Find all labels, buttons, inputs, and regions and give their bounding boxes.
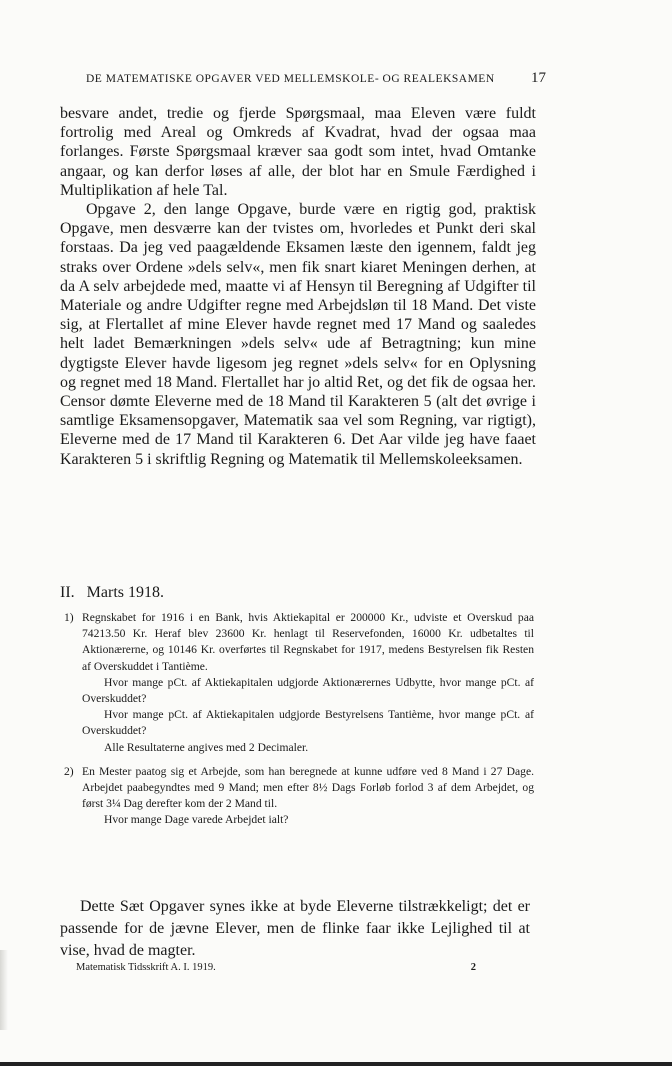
problem-question: Hvor mange pCt. af Aktiekapitalen udgjorde Aktionærernes Udbytte, hvor mange pCt. af Overskuddet? xyxy=(82,675,534,706)
page-footer xyxy=(76,962,476,973)
page-edge xyxy=(0,1062,672,1066)
section-heading: II. Marts 1918. xyxy=(60,584,164,601)
running-header xyxy=(86,70,546,87)
page-number: 17 xyxy=(531,70,546,86)
problem-question: Alle Resultaterne angives med 2 Decimaler. xyxy=(104,740,309,754)
paragraph: besvare andet, tredie og fjerde Spørgsmaal, maa Eleven være fuldt fortrolig med Areal og Omkreds af Kvadrat, hvad der ogsaa maa forlanges. Første Spørgsmaal kræver saa godt som intet, hvad Omtanke angaar, og kan derfor løses af alle, der blot har en Smule Færdighed i Multiplikation af hele Tal. xyxy=(60,105,536,199)
body-text xyxy=(60,104,536,469)
problem-question: Hvor mange pCt. af Aktiekapitalen udgjorde Bestyrelsens Tantième, hvor mange pCt. af Overskuddet? xyxy=(82,708,534,738)
paragraph: Dette Sæt Opgaver synes ikke at byde Eleverne tilstrækkeligt; det er passende for de jævne Elever, men de flinke faar ikke Lejlighed til at vise, hvad de magter. xyxy=(60,898,530,959)
problem-number: 1) xyxy=(64,611,74,624)
problem-item xyxy=(64,764,534,829)
sheet-number: 2 xyxy=(470,962,476,973)
journal-signature: Matematisk Tidsskrift A. I. 1919. xyxy=(76,962,216,973)
paragraph: Opgave 2, den lange Opgave, burde være en rigtig god, praktisk Opgave, men desværre kan der tvistes om, hvorledes et Punkt deri skal forstaas. Da jeg ved paagældende Eksamen læste den igennem, faldt jeg straks over Ordene »dels selv«, men fik snart kiaret Meningen derhen, at da A selv arbejdede med, maatte vi af Hensyn til Beregning af Udgifter til Materiale og andre Udgifter regne med Arbejdsløn til 18 Mand. Det viste sig, at Flertallet af mine Elever havde regnet med 17 Mand og saaledes helt ladet Bemærkningen »dels selv« ude af Betragtning; kun mine dygtigste Elever havde ligesom jeg regnet »dels selv« for en Oplysning og regnet med 18 Mand. Flertallet har jo altid Ret, og det fik de ogsaa her. Censor dømte Eleverne med de 18 Mand til Karakteren 5 (alt det øvrige i samtlige Eksamensopgaver, Matematik saa vel som Regning, var rigtigt), Eleverne med de 17 Mand til Karakteren 6. Det Aar vilde jeg have faaet Karakteren 5 i skriftlig Regning og Matematik til Mellemskoleeksamen. xyxy=(60,201,536,468)
problem-question: Hvor mange Dage varede Arbejdet ialt? xyxy=(104,813,289,827)
problem-item xyxy=(64,610,534,756)
problem-text: En Mester paatog sig et Arbejde, som han beregnede at kunne udføre ved 8 Mand i 27 Dage. Arbejdet paabegyndtes med 9 Mand; men efter 8½ Dags Forløb forlod 3 af dem Arbejdet, og først 3¼ Dag derefter kom der 2 Mand til. xyxy=(82,764,534,811)
running-title: DE MATEMATISKE OPGAVER VED MELLEMSKOLE- OG REALEKSAMEN xyxy=(86,73,495,85)
problem-text: Regnskabet for 1916 i en Bank, hvis Aktiekapital er 200000 Kr., udviste et Overskud paa 74213.50 Kr. Heraf blev 23600 Kr. henlagt til Reservefonden, 16000 Kr. udbetaltes til Aktionærerne, og 10146 Kr. overførtes til Regnskabet for 1917, medens Bestyrelsen fik Resten af Overskuddet i Tantième. xyxy=(82,611,534,673)
binding-shadow xyxy=(0,950,8,1030)
problem-number: 2) xyxy=(64,764,74,778)
problem-list xyxy=(64,610,534,829)
closing-text xyxy=(60,896,530,962)
